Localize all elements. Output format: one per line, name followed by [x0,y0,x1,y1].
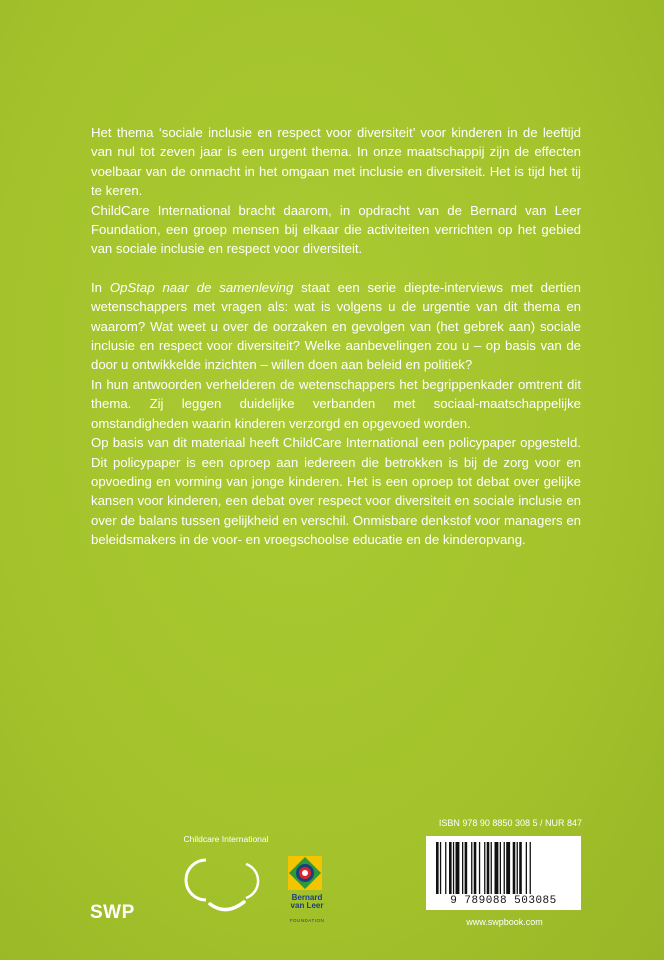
paragraph-5: Op basis van dit materiaal heeft ChildCare International een policypaper opgesteld. Dit policypaper is een oproep aan iedereen die betrokken is bij de zorg voor en opvoeding en vorming van jonge kinderen. Het is een oproep tot debat over gelijke kansen voor kinderen, een debat over respect voor diversiteit en sociale inclusie en over de balans tussen gelijkheid en verschil. Onmisbare denkstof voor managers en beleidsmakers in de voor- en vroegschoolse educatie en de kinderopvang. [91,435,581,548]
paragraph-4: In hun antwoorden verhelderen de wetenschappers het begrippenkader omtrent dit thema. Zij leggen duidelijke verbanden met sociaal-maatschappelijke omstandigheden waarin kinderen verzorgd en opgevoed worden. [91,376,581,431]
barcode-bar [449,842,452,894]
barcode-bar [526,842,527,894]
paragraph-3 [91,278,581,375]
barcode-bar [519,842,522,894]
barcode-bar [465,842,468,894]
swp-logo: SWP [90,902,135,923]
barcode-bar [504,842,505,894]
paragraph-3-rest: staat een serie diepte-interviews met dertien wetenschappers met vragen als: wat is volgens u de urgentie van dit thema en waarom? Wat weet u over de oorzaken en gevolgen van (het gebrek aan) sociale inclusie en respect voor diversiteit? Welke aanbevelingen zou u – op basis van de door u ontwikkelde inzichten – willen doen aan beleid en politiek? [91,279,581,373]
barcode-bar [436,842,439,894]
barcode-bars [434,842,573,894]
barcode-bar [513,842,516,894]
bvl-name [282,894,332,910]
paragraph-3-intro: In [91,279,110,295]
barcode-bar [440,842,441,894]
childcare-international-logo [166,832,286,922]
bernard-van-leer-logo [282,856,332,931]
barcode-bar [506,842,510,894]
barcode-bar [479,842,480,894]
barcode-bar [495,842,499,894]
bvl-name-line-2: van Leer [290,901,324,910]
barcode-bar [491,842,492,894]
barcode-bar [530,842,531,894]
isbn-barcode [426,836,581,910]
isbn-nur-line: ISBN 978 90 8850 308 5 / NUR 847 [438,818,582,828]
bvl-name-line-1: Bernard [291,893,323,902]
childcare-logo-label: Childcare International [183,834,269,844]
barcode-bar [487,842,490,894]
childcare-arc-icon [166,832,286,922]
publisher-website: www.swpbook.com [466,917,543,927]
bvl-foundation-label: FOUNDATION [289,918,325,923]
barcode-bar [474,842,477,894]
paragraph-2: ChildCare International bracht daarom, in opdracht van de Bernard van Leer Foundation, een groep mensen bij elkaar die activiteiten verrichten op het gebied van sociale inclusie en respect voor diversiteit. [91,202,581,257]
barcode-bar [456,842,460,894]
barcode-bar [500,842,501,894]
bvl-emblem-icon [288,856,322,890]
barcode-bar [445,842,446,894]
book-title-italic: OpStap naar de samenleving [109,279,294,295]
barcode-bar [517,842,518,894]
paragraph-1: Het thema ‘sociale inclusie en respect voor diversiteit’ voor kinderen in de leeftijd van nul tot zeven jaar is een urgent thema. In onze maatschappij zijn de effecten voelbaar van de onmacht in het omgaan met inclusie en diversiteit. Het is tijd het tij te keren. [91,125,581,199]
barcode-bar [462,842,463,894]
barcode-bar [484,842,485,894]
barcode-bar [471,842,472,894]
blurb-text [91,123,581,550]
barcode-bar [453,842,454,894]
barcode-digits: 9 789088 503085 [450,895,557,907]
